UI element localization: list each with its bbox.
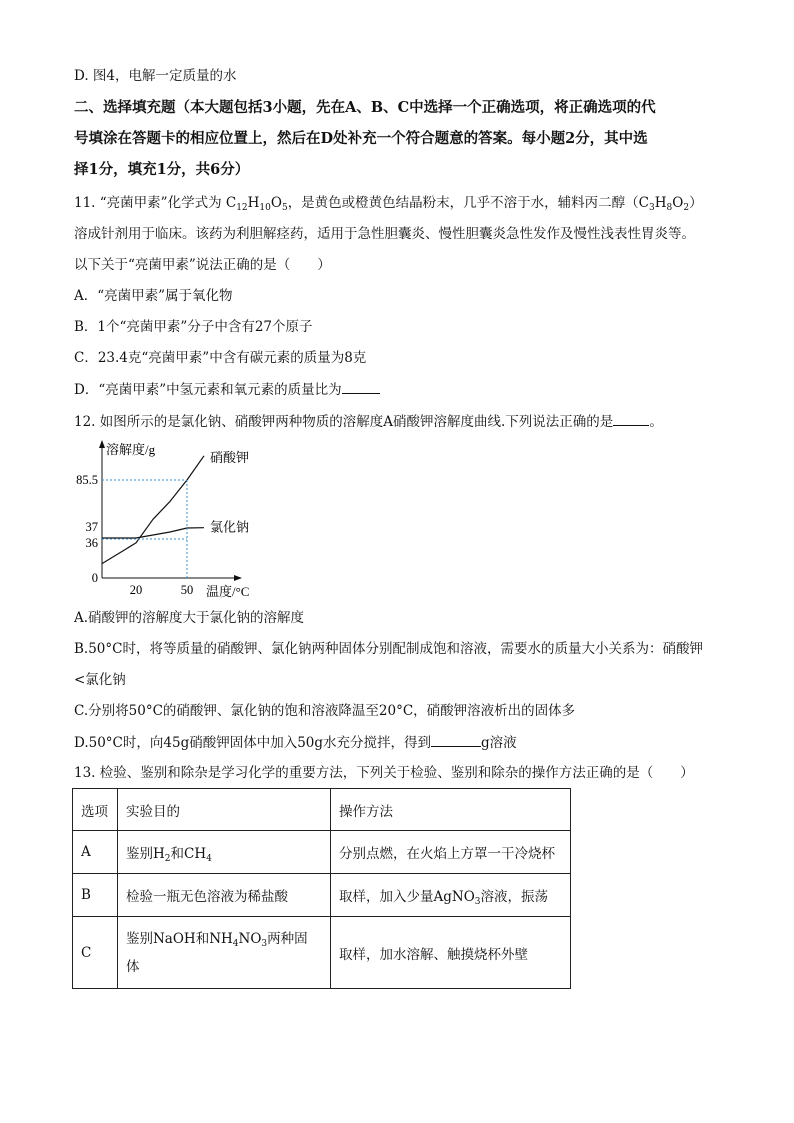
- y-tick-label: 36: [85, 536, 98, 550]
- answer-blank: [342, 379, 380, 394]
- series-label: 硝酸钾: [210, 449, 250, 465]
- x-tick-label: 50: [180, 583, 194, 597]
- y-axis-label: 溶解度/g: [106, 442, 156, 457]
- section-title-line-1: 二、选择填充题（本大题包括3小题，先在A、B、C中选择一个正确选项，将正确选项的代: [74, 99, 656, 116]
- y-tick-label: 85.5: [76, 473, 98, 487]
- header-cell: 选项: [73, 789, 118, 831]
- q11-option-d: D．“亮菌甲素”中氢元素和氧元素的质量比为: [74, 379, 380, 400]
- y-tick-label: 37: [85, 520, 98, 534]
- y-tick-label: 0: [91, 571, 98, 585]
- q11-option-b: B．1个“亮菌甲素”分子中含有27个原子: [74, 319, 313, 335]
- header-cell: 操作方法: [331, 789, 571, 831]
- method-cell: 取样，加入少量AgNO$_3$溶液，振荡: [331, 874, 571, 917]
- header-cell: 实验目的: [118, 789, 331, 831]
- q13-table: [72, 788, 571, 989]
- series-label: 氯化钠: [210, 519, 250, 535]
- series-line-0: [102, 456, 204, 564]
- purpose-cell: 鉴别$H_2$和$CH_4$: [118, 831, 331, 874]
- purpose-cell: 检验一瓶无色溶液为稀盐酸: [118, 874, 331, 917]
- x-tick-label: 20: [129, 583, 143, 597]
- q12-option-d: D.50°C时，向45g硝酸钾固体中加入50g水充分搅拌，得到 g溶液: [74, 732, 517, 753]
- q12-option-b: B.50°C时，将等质量的硝酸钾、氯化钠两种固体分别配制成饱和溶液，需要水的质量大小关系为：硝酸钾: [74, 641, 703, 657]
- section-title-line-2: 号填涂在答题卡的相应位置上，然后在D处补充一个符合题意的答案。每小题2分，其中选: [74, 130, 648, 147]
- y-axis: [99, 440, 105, 578]
- q12-option-a: A.硝酸钾的溶解度大于氯化钠的溶解度: [74, 610, 305, 626]
- option-cell: B: [73, 874, 118, 917]
- table-row: [73, 831, 571, 874]
- q11-stem-line-2: 溶成针剂用于临床。该药为利胆解痉药，适用于急性胆囊炎、慢性胆囊炎急性发作及慢性浅表性胃炎等。: [74, 226, 695, 242]
- answer-blank: [431, 732, 481, 747]
- solubility-chart: [76, 438, 280, 602]
- x-axis: [102, 575, 242, 581]
- section-title-line-3: 择1分，填充1分，共6分）: [74, 161, 250, 178]
- option-cell: A: [73, 831, 118, 874]
- q11-option-c: C．23.4克“亮菌甲素”中含有碳元素的质量为8克: [74, 350, 367, 366]
- q11-question: 以下关于“亮菌甲素”说法正确的是（ ）: [74, 257, 331, 273]
- q11-stem: 11. “亮菌甲素”化学式为 $C_{12}H_{10}O_5$，是黄色或橙黄色结晶粉末，几乎不溶于水，辅料丙二醇$(C_3H_8O_2)$: [74, 195, 703, 213]
- table-row: [73, 874, 571, 917]
- q12-option-b-line-2: <氯化钠: [74, 672, 126, 688]
- q12-option-c: C.分别将50°C的硝酸钾、氯化钠的饱和溶液降温至20°C，硝酸钾溶液析出的固体多: [74, 703, 576, 719]
- x-axis-label: 温度/°C: [206, 584, 250, 599]
- purpose-cell: 鉴别NaOH和$NH_4NO_3$两种固 体: [118, 917, 331, 989]
- method-cell: 分别点燃，在火焰上方罩一干冷烧杯: [331, 831, 571, 874]
- table-row: [73, 917, 571, 989]
- answer-blank: [613, 411, 649, 426]
- method-cell: 取样，加水溶解、触摸烧杯外壁: [331, 917, 571, 989]
- option-cell: C: [73, 917, 118, 989]
- option-d-previous: D. 图4，电解一定质量的水: [74, 68, 237, 84]
- q13-stem: 13. 检验、鉴别和除杂是学习化学的重要方法，下列关于检验、鉴别和除杂的操作方法正确的是（ ）: [74, 765, 694, 781]
- q12-stem: 12. 如图所示的是氯化钠、硝酸钾两种物质的溶解度A硝酸钾溶解度曲线.下列说法正确的是 。: [74, 411, 663, 432]
- table-header-row: [73, 789, 571, 831]
- q11-option-a: A．“亮菌甲素”属于氧化物: [74, 288, 233, 304]
- series-line-1: [102, 528, 204, 538]
